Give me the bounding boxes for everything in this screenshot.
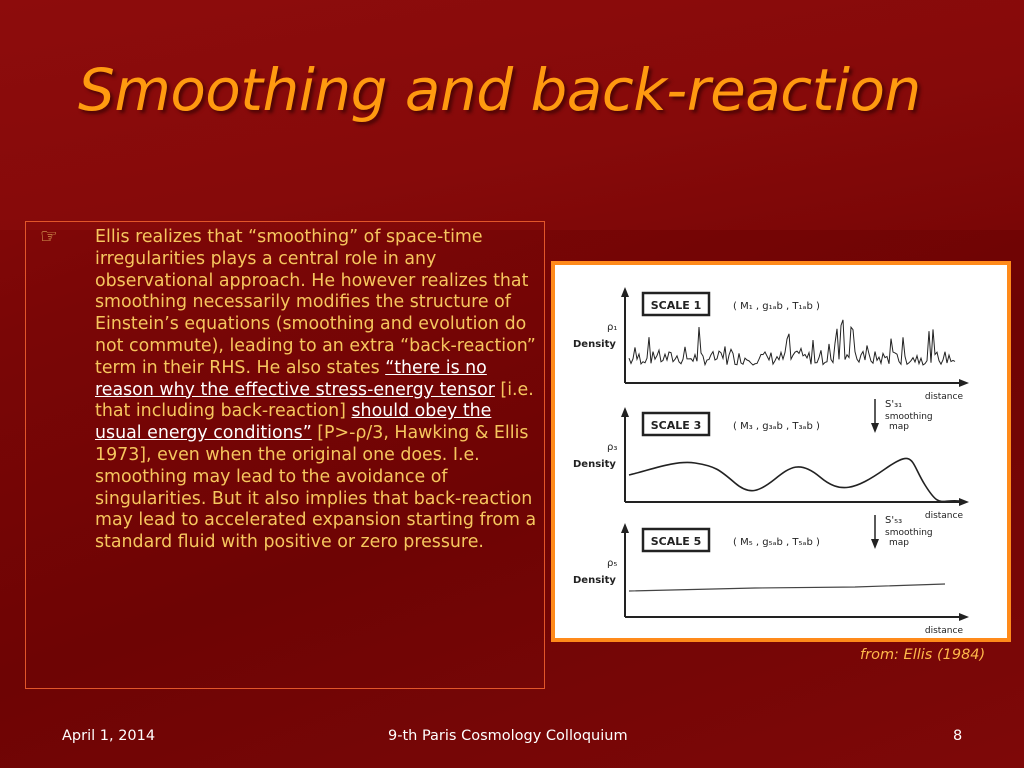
quoted-link-text[interactable]: “there is no reason why the effective stress-energy tensor: [95, 357, 495, 400]
smoothing-map-text: map: [889, 538, 909, 548]
footer-page-number: 8: [953, 728, 963, 744]
y-axis-arrow: [621, 407, 629, 417]
smoothing-map-symbol: S'₃₁: [885, 399, 903, 410]
smoothing-map-arrow-head: [871, 423, 879, 433]
density-curve-scale-5: [629, 584, 945, 591]
body-text: [95, 227, 541, 554]
scale-parameters: ( M₃ , g₃ₐb , T₃ₐb ): [733, 421, 820, 432]
density-curve-scale-1: [629, 320, 955, 365]
body-text-segment: Ellis realizes that “smoothing” of space-time irregularities plays a central role in any observational approach. He however realizes that smoothing necessarily modifies the structure of Einstein’s equations (smoothing and evolution do not commute), leading to an extra “back-reaction” term in their RHS. He also states: [95, 227, 536, 378]
ellis-figure: [555, 265, 1007, 638]
quoted-link-text[interactable]: should obey the usual energy conditions”: [95, 401, 492, 444]
body-text-segment: [P>-ρ/3, Hawking & Ellis 1973], even when the original one does. I.e. smoothing may lead to the avoidance of singularities. But it also implies that back-reaction may lead to accelerated expansion starting from a standard fluid with positive or zero pressure.: [95, 423, 537, 553]
body-text-segment: [i.e. that including back-reaction]: [95, 379, 534, 422]
density-curve-scale-3: [629, 458, 960, 501]
pointing-hand-icon: ☞: [40, 224, 58, 248]
x-axis-arrow: [959, 498, 969, 506]
scale-parameters: ( M₁ , g₁ₐb , T₁ₐb ): [733, 301, 820, 312]
density-label: Density: [573, 459, 616, 470]
footer-event: 9-th Paris Cosmology Colloquium: [388, 728, 628, 744]
density-label: Density: [573, 339, 616, 350]
smoothing-map-text: smoothing: [885, 412, 933, 422]
x-axis-arrow: [959, 379, 969, 387]
figure-svg: [555, 265, 1007, 638]
distance-label: distance: [924, 392, 963, 402]
figure-caption: from: Ellis (1984): [860, 647, 986, 663]
smoothing-map-text: map: [889, 422, 909, 432]
y-axis-arrow: [621, 287, 629, 297]
smoothing-map-text: smoothing: [885, 528, 933, 538]
distance-label: distance: [924, 511, 963, 521]
density-label: Density: [573, 575, 616, 586]
scale-label: SCALE 3: [650, 419, 702, 432]
scale-parameters: ( M₅ , g₅ₐb , T₅ₐb ): [733, 537, 820, 548]
y-axis-arrow: [621, 523, 629, 533]
smoothing-map-arrow-head: [871, 539, 879, 549]
rho-label: ρ₁: [607, 322, 618, 333]
slide-title: Smoothing and back-reaction: [78, 56, 921, 124]
smoothing-map-symbol: S'₅₃: [885, 515, 903, 526]
rho-label: ρ₅: [607, 558, 618, 569]
rho-label: ρ₃: [607, 442, 618, 453]
scale-label: SCALE 1: [650, 299, 702, 312]
scale-label: SCALE 5: [650, 535, 702, 548]
footer-date: April 1, 2014: [62, 728, 156, 744]
distance-label: distance: [924, 626, 963, 636]
x-axis-arrow: [959, 613, 969, 621]
